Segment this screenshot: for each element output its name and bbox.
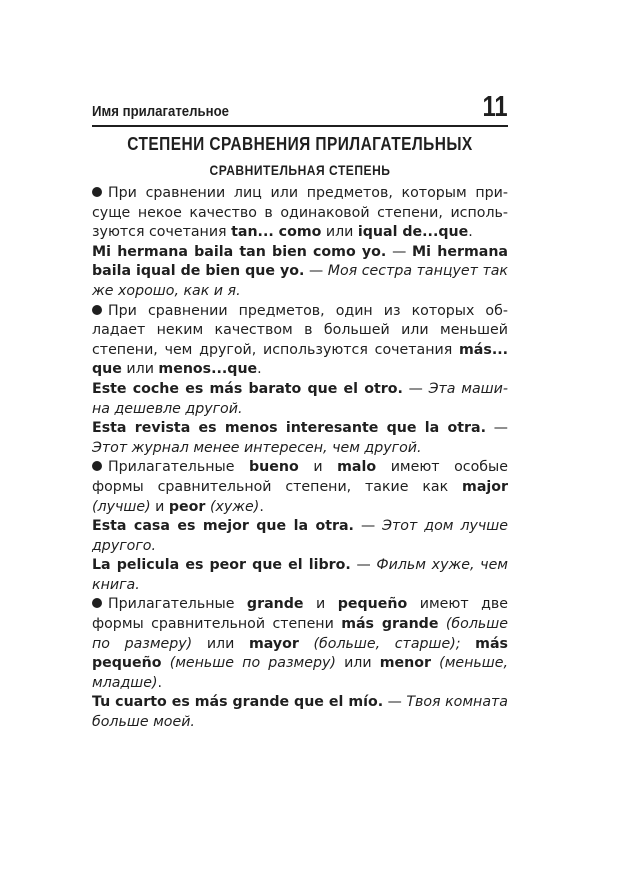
- running-title: Имя прилагательное: [92, 103, 230, 120]
- example-paragraph: Esta casa es mejor que la otra. — Этот дом лучше другого.: [92, 518, 509, 554]
- example-paragraph: Tu cuarto es más grande que el mío. — Твоя комната больше моей.: [92, 694, 508, 731]
- body-text: [92, 184, 508, 733]
- page-header: [92, 90, 508, 126]
- rule-paragraph: Прилагательные bueno и malo имеют особые формы сравнительной степени, такие как major (лучше) и peor (хуже).: [92, 459, 508, 515]
- page-number: 11: [482, 91, 508, 123]
- example-paragraph: Mi hermana baila tan bien como yo. — Mi hermana baila iqual de bien que yo. — Моя сестра танцует так же хорошо, как и я.: [92, 243, 508, 299]
- bullet-icon: [92, 305, 102, 315]
- subsection-title: СРАВНИТЕЛЬНАЯ СТЕПЕНЬ: [209, 162, 391, 178]
- bullet-icon: [92, 187, 102, 197]
- rule-paragraph: При сравнении лиц или предметов, которым присуще некое качество в одинаковой степени, используются сочетания tan... como или iqual de...que.: [92, 185, 508, 241]
- rule-paragraph: При сравнении предметов, один из которых обладает неким качеством в большей или меньшей степени, чем другой, используются сочетания más... que или menos...que.: [92, 302, 508, 378]
- example-paragraph: Esta revista es menos interesante que la otra. — Этот журнал менее интересен, чем другой.: [92, 420, 508, 456]
- section-title: СТЕПЕНИ СРАВНЕНИЯ ПРИЛАГАТЕЛЬНЫХ: [127, 134, 473, 154]
- bullet-icon: [92, 461, 102, 471]
- bullet-icon: [92, 598, 102, 608]
- example-paragraph: Este coche es más barato que el otro. — Эта машина дешевле другой.: [92, 380, 508, 417]
- header-rule: [92, 125, 508, 127]
- example-paragraph: La pelicula es peor que el libro. — Фильм хуже, чем книга.: [92, 557, 508, 593]
- rule-paragraph: Прилагательные grande и pequeño имеют две формы сравнительной степени más grande (больше по размеру) или mayor (больше, старше); más pequeño (меньше по размеру) или menor (меньше, младше).: [92, 596, 508, 691]
